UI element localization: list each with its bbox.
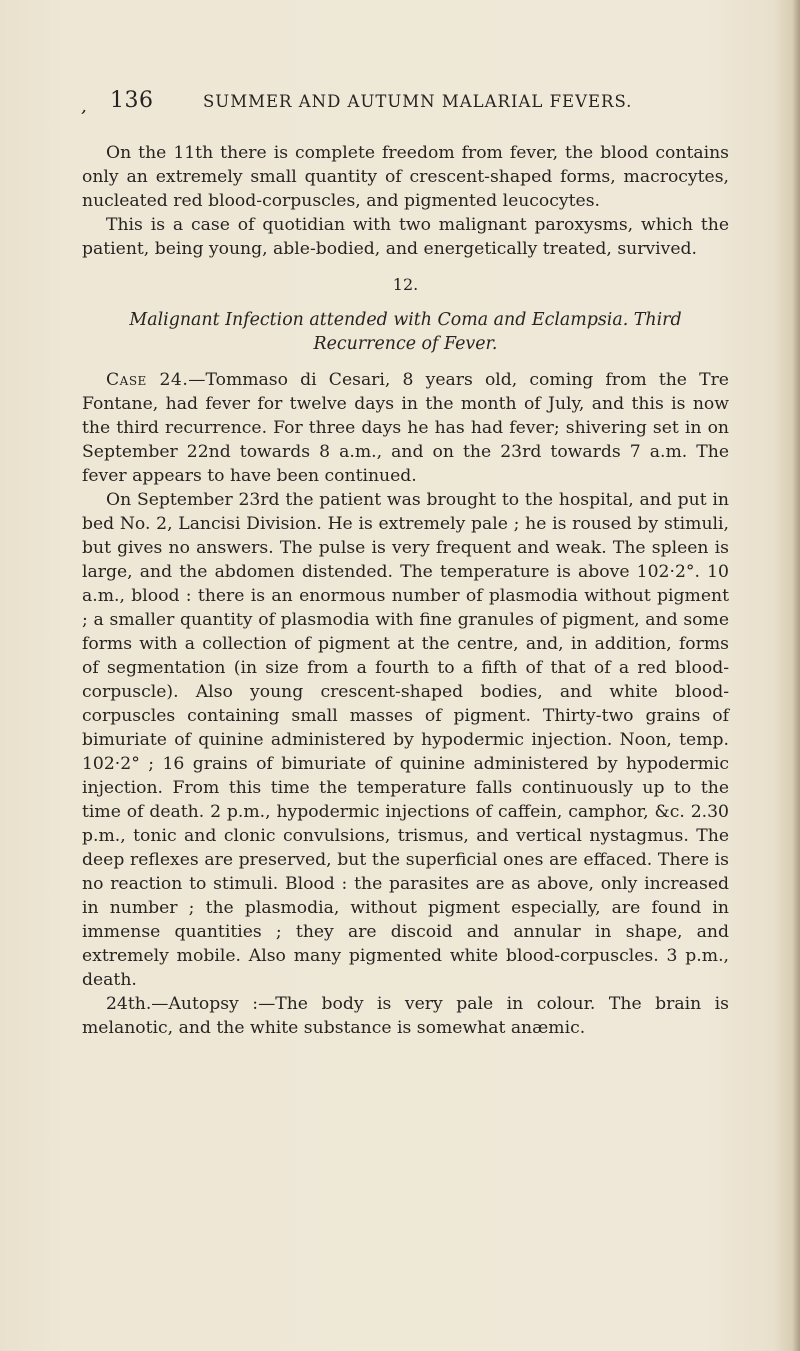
section-number: 12. xyxy=(392,275,419,294)
page-edge-shadow xyxy=(774,0,800,1351)
section-title-line-1: Malignant Infection attended with Coma and Eclampsia. Third xyxy=(129,310,682,330)
margin-mark: , xyxy=(80,95,90,118)
page-body xyxy=(82,141,729,1040)
autopsy-paragraph: 24th.—Autopsy :—The body is very pale in colour. The brain is melanotic, and the white substance is somewhat anæmic. xyxy=(82,994,729,1038)
section-title-line-2: Recurrence of Fever. xyxy=(313,334,498,354)
case-intro-text: —Tommaso di Cesari, 8 years old, coming from the Tre Fontane, had fever for twelve days in the month of July, and this is now the third recurrence. For three days he has had fever; shivering set in on September 22nd towards 8 a.m., and on the 23rd towards 7 a.m. The fever appears to have been continued. xyxy=(82,370,729,486)
case-label: Case 24. xyxy=(106,370,189,390)
paragraph-11th: On the 11th there is complete freedom from fever, the blood contains only an extremely small quantity of crescent-shaped forms, macrocytes, nucleated red blood-corpuscles, and pigmented leucocytes. xyxy=(82,143,729,211)
case-intro-paragraph xyxy=(82,368,729,488)
paragraph-quotidian-summary: This is a case of quotidian with two malignant paroxysms, which the patient, being young, able-bodied, and energetically treated, survived. xyxy=(82,215,729,259)
case-hospital-paragraph: On September 23rd the patient was brought to the hospital, and put in bed No. 2, Lancisi Division. He is extremely pale ; he is roused by stimuli, but gives no answers. The pulse is very frequent and weak. The spleen is large, and the abdomen distended. The temperature is above 102·2°. 10 a.m., blood : there is an enormous number of plasmodia without pigment ; a smaller quantity of plasmodia with fine granules of pigment, and some forms with a collection of pigment at the centre, and, in addition, forms of segmentation (in size from a fourth to a fifth of that of a red blood-corpuscle). Also young crescent-shaped bodies, and white blood-corpuscles containing small masses of pigment. Thirty-two grains of bimuriate of quinine administered by hypodermic injection. Noon, temp. 102·2° ; 16 grains of bimuriate of quinine administered by hypodermic injection. From this time the temperature falls continuously up to the time of death. 2 p.m., hypodermic injections of caffein, camphor, &c. 2.30 p.m., tonic and clonic convulsions, trismus, and vertical nystagmus. The deep reflexes are preserved, but the superficial ones are effaced. There is no reaction to stimuli. Blood : the parasites are as above, only increased in number ; the plasmodia, without pigment especially, are found in immense quantities ; they are discoid and annular in shape, and extremely mobile. Also many pigmented white blood-corpuscles. 3 p.m., death. xyxy=(82,490,729,990)
page-number: 136 xyxy=(110,88,154,113)
running-head: SUMMER AND AUTUMN MALARIAL FEVERS. xyxy=(203,92,633,111)
section-title xyxy=(82,308,729,356)
page-header xyxy=(80,88,742,124)
